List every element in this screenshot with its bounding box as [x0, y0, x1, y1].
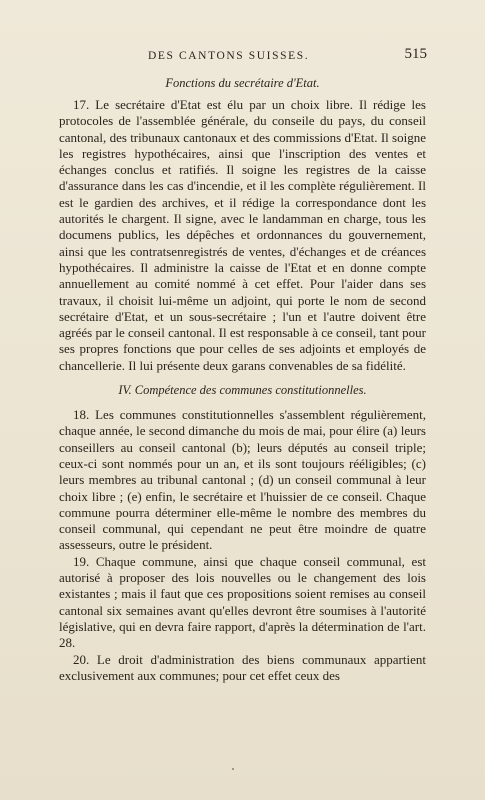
paper-speck — [232, 768, 234, 770]
article-18: 18. Les communes constitutionnelles s'assemblent régulièrement, chaque année, le second dimanche du mois de mai, pour élire (a) leurs conseillers au conseil cantonal (b); leurs députés au conseil triple; ceux-ci sont nommés pour un an, et ils sont toujours rééligibles; (c) leurs membres au tribunal cantonal ; (d) un conseil communal à leur choix libre ; (e) enfin, le secrétaire et l'huissier de ce conseil. Chaque commune pourra déterminer elle-même le nombre des membres du conseil communal, qui cependant ne peut être moindre de quatre assesseurs, outre le président. — [59, 407, 426, 553]
page-body — [59, 72, 426, 684]
article-20: 20. Le droit d'administration des biens communaux appartient exclusivement aux communes; pour cet effet ceux des — [59, 651, 426, 683]
section-title-secretaire: Fonctions du secrétaire d'Etat. — [165, 76, 320, 90]
running-head: DES CANTONS SUISSES. — [148, 50, 310, 62]
page-header — [60, 46, 427, 68]
section-title-communes: IV. Compétence des communes constitutionnelles. — [118, 383, 367, 398]
article-17: 17. Le secrétaire d'Etat est élu par un choix libre. Il rédige les protocoles de l'assemblée générale, du conseile du pays, du conseil cantonal, des tribunaux cantonaux et des commissions d'Etat. Il soigne les registres hypothécaires, ainsi que l'inscription des ventes et échanges conclus et ratifiés. Il soigne les registres de la caisse d'assurance dans les cas d'incendie, et il les complète régulièrement. Il est le gardien des archives, et il rédige la correspondance dont les autorités le chargent. Il signe, avec le landamman en charge, tous les documens publics, les dépêches et ordonnances du gouvernement, ainsi que les contratsenregistrés de ventes, d'échanges et de créances hypothécaires. Il administre la caisse de l'Etat et en donne compte annuellement au comité nommé à cet effet. Pour l'aider dans ses travaux, il choisit lui-même un adjoint, qui porte le nom de second secrétaire d'Etat, et un sous-secrétaire ; l'un et l'autre doivent être agréés par le conseil cantonal. Il est responsable à ce conseil, tant pour ses propres fonctions que pour celles de ses adjoints et employés de chancellerie. Il lui présente deux garans convenables de sa fidélité. — [59, 97, 426, 373]
page-number: 515 — [404, 46, 427, 62]
article-19: 19. Chaque commune, ainsi que chaque conseil communal, est autorisé à proposer des lois nouvelles ou le changement des lois existantes ; mais il faut que ces propositions soient remises au conseil cantonal six semaines avant qu'elles devront être soumises à l'autorité législative, qui en devra faire rapport, d'après la détermination de l'art. 28. — [59, 553, 426, 651]
